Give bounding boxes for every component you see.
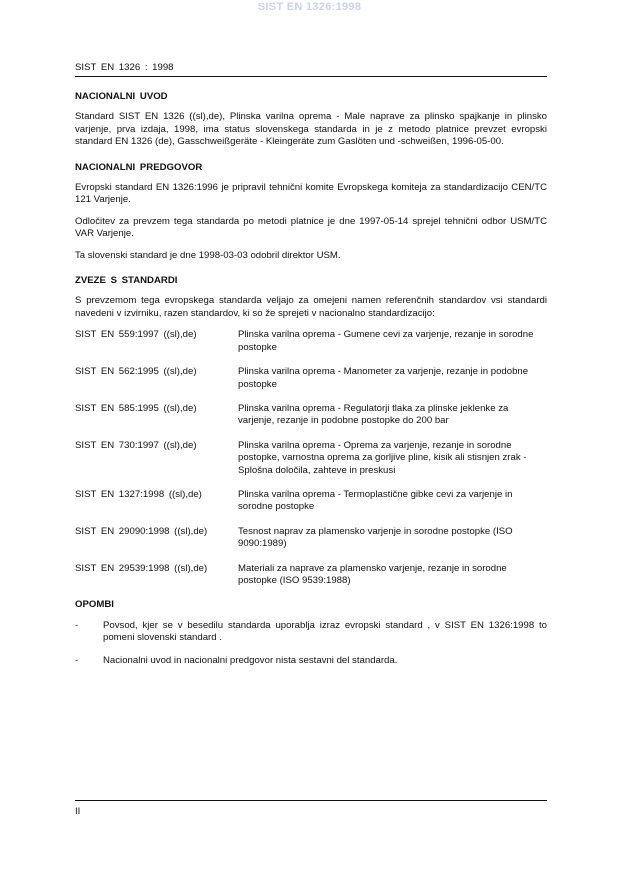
foreword-paragraph-3: Ta slovenski standard je dne 1998-03-03 odobril direktor USM. [75,249,341,261]
foreword-paragraph-2: Odločitev za prevzem tega standarda po metodi platnice je dne 1997-05-14 sprejel tehnični odbor USM/TC VAR Varjenje. [75,215,547,240]
list-dash: - [75,654,79,666]
watermark: SIST EN 1326:1998 [257,1,362,13]
document-body [75,91,547,677]
intro-text: Standard SIST EN 1326 ((sl),de), Plinska varilna oprema - Male naprave za plinsko spajkanje in plinsko varjenje, prva izdaja, 1998, ima status slovenskega standarda in je z metodo platnice prevzet evropski standard EN 1326 (de), Gasschweißgeräte - Kleingeräte zum Gaslöten und -schweißen, 1996-05-00. [75,111,547,148]
intro-heading: NACIONALNI UVOD [75,91,168,102]
table-row [75,563,547,600]
standard-code: SIST EN 730:1997 ((sl),de) [75,439,197,451]
table-row [75,329,547,366]
standard-code: SIST EN 585:1995 ((sl),de) [75,402,197,414]
standard-title: Plinska varilna oprema - Oprema za varjenje, rezanje in sorodne postopke, varnostna oprema za gorljive pline, kisik ali stisnjen zrak - Splošna določila, zahteve in preskusi [238,439,527,476]
table-row [75,526,547,563]
standard-title: Plinska varilna oprema - Manometer za varjenje, rezanje in podobne postopke [238,366,529,390]
standard-title: Tesnost naprav za plamensko varjenje in sorodne postopke (ISO 9090:1989) [238,525,513,550]
foreword-heading: NACIONALNI PREDGOVOR [75,161,203,173]
links-heading: ZVEZE S STANDARDI [75,275,178,287]
table-row [75,366,547,403]
table-row [75,440,547,489]
foreword-paragraph-1: Evropski standard EN 1326:1996 je pripravil tehnični komite Evropskega komiteja za standardizacijo CEN/TC 121 Varjenje. [75,182,547,206]
standard-title: Materiali za naprave za plamensko varjenje, rezanje in sorodne postopke (ISO 9539:1988) [238,562,507,586]
footer-divider [75,800,547,801]
header-divider [75,76,547,77]
standard-title: Plinska varilna oprema - Regulatorji tlaka za plinske jeklenke za varjenje, rezanje in podobne postopke do 200 bar [238,402,509,427]
list-item [75,655,547,667]
standards-table [75,329,547,599]
standard-code: SIST EN 562:1995 ((sl),de) [75,366,197,378]
table-row [75,403,547,440]
standard-code: SIST EN 559:1997 ((sl),de) [75,329,197,341]
page-header: SIST EN 1326 : 1998 [75,62,174,73]
note-text: Nacionalni uvod in nacionalni predgovor nista sestavni del standarda. [103,654,398,666]
list-item [75,620,547,645]
standard-title: Plinska varilna oprema - Termoplastične gibke cevi za varjenje in sorodne postopke [238,488,513,513]
standard-code: SIST EN 29090:1998 ((sl),de) [75,525,208,537]
note-text: Povsod, kjer se v besedilu standarda uporablja izraz evropski standard , v SIST EN 1326:1998 to pomeni slovenski standard . [103,619,547,644]
standard-title: Plinska varilna oprema - Gumene cevi za varjenje, rezanje in sorodne postopke [238,329,534,353]
table-row [75,489,547,526]
links-intro: S prevzemom tega evropskega standarda veljajo za omejeni namen referenčnih standardov vsi standardi navedeni v izvirniku, razen standardov, ki so že sprejeti v nacionalno standardizacijo: [75,295,547,319]
list-dash: - [75,619,79,631]
standard-code: SIST EN 29539:1998 ((sl),de) [75,562,208,574]
standard-code: SIST EN 1327:1998 ((sl),de) [75,488,202,500]
page-number: II [75,806,81,817]
notes-heading: OPOMBI [75,599,114,611]
